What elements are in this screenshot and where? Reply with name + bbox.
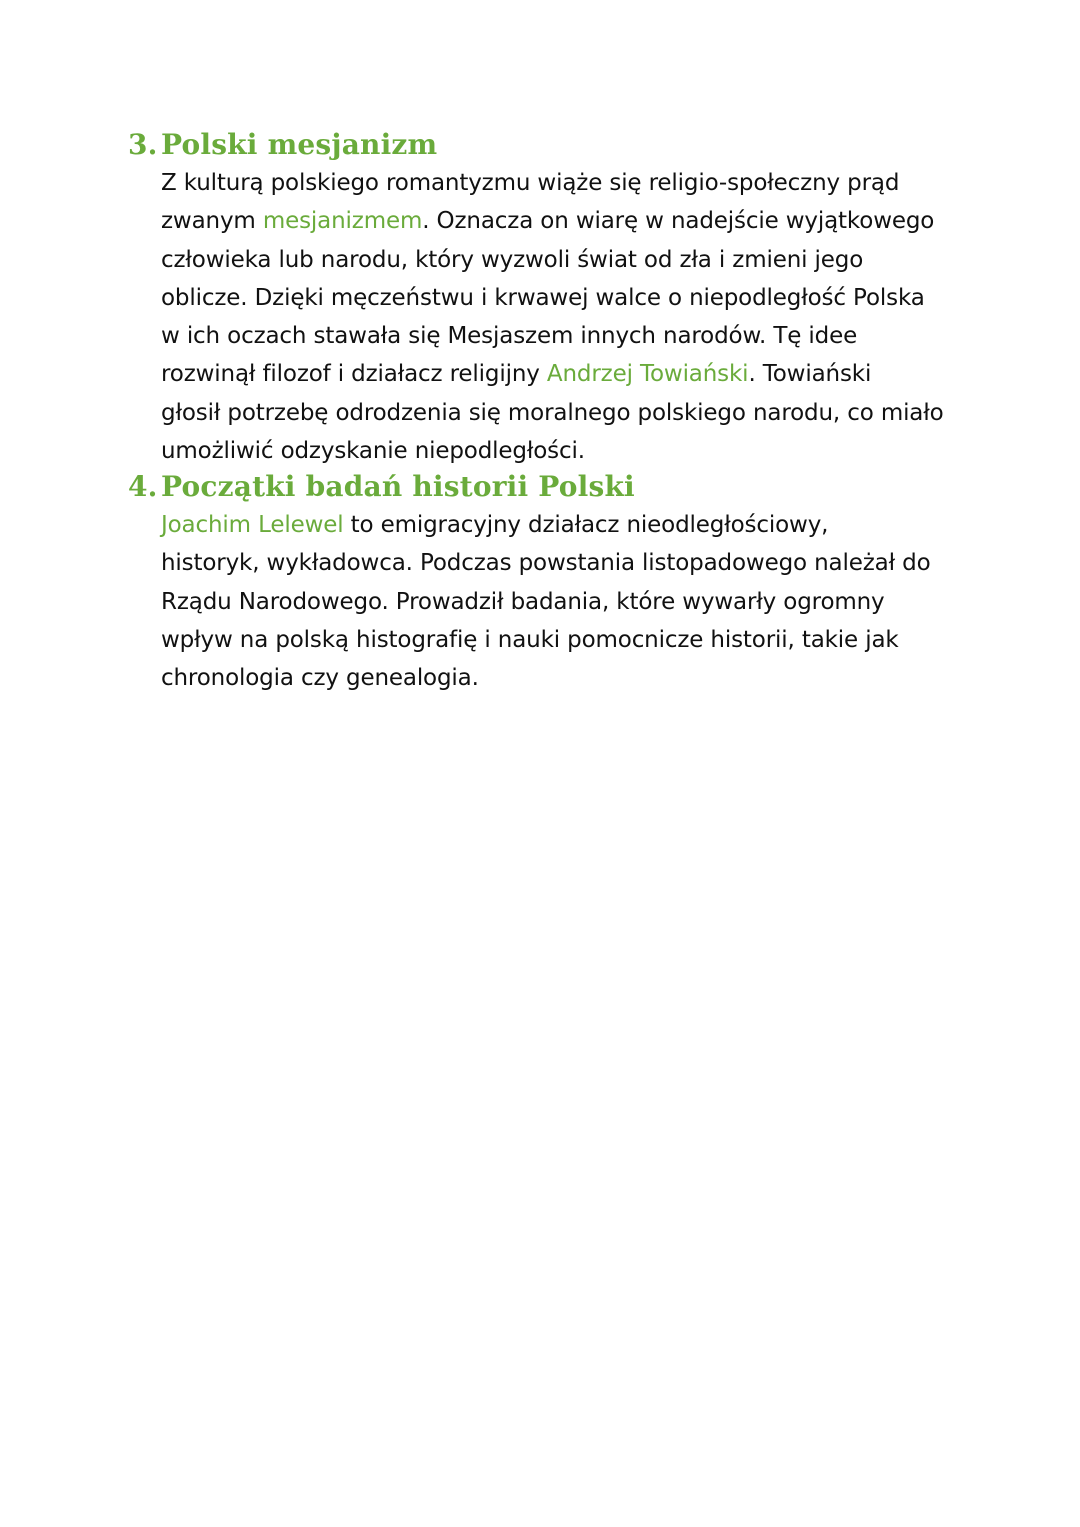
text-line [161,659,968,697]
highlighted-term: Joachim Lelewel [161,512,344,538]
text-run: zwanym [161,208,263,235]
section-heading [128,126,968,164]
text-line [161,394,968,432]
section-number: 4. [128,470,158,503]
text-run: głosił potrzebę odrodzenia się moralnego polskiego narodu, co miało [161,399,944,426]
text-line [161,583,968,621]
section-body [161,164,968,470]
text-run: historyk, wykładowca. Podczas powstania listopadowego należał do [161,550,931,577]
text-run: w ich oczach stawała się Mesjaszem innych narodów. Tę idee [161,323,858,350]
text-line [161,544,968,582]
text-line [161,241,968,279]
text-run: Rządu Narodowego. Prowadził badania, które wywarły ogromny [161,588,885,615]
text-run: to emigracyjny działacz nieodległościowy, [343,512,829,538]
section-body [161,506,968,697]
section-number: 3. [128,128,158,161]
text-line [161,506,968,544]
text-line [161,432,968,470]
text-run: rozwinął filozof i działacz religijny [161,361,547,388]
text-run: . Towiański [748,361,872,388]
section-title: Polski mesjanizm [161,128,438,161]
text-run: chronologia czy genealogia. [161,665,479,692]
text-line [161,621,968,659]
text-line [161,279,968,317]
text-run: Z kulturą polskiego romantyzmu wiąże się religio-społeczny prąd [161,170,900,196]
text-run: . Oznacza on wiarę w nadejście wyjątkowego [422,208,935,235]
text-run: człowieka lub narodu, który wyzwoli świat od zła i zmieni jego [161,246,864,273]
text-run: oblicze. Dzięki męczeństwu i krwawej walce o niepodległość Polska [161,284,925,311]
text-line [161,202,968,240]
text-run: wpływ na polską histografię i nauki pomocnicze historii, takie jak [161,626,899,653]
text-line [161,164,968,202]
section-heading [128,468,968,506]
highlighted-term: Andrzej Towiański [546,361,749,388]
highlighted-term: mesjanizmem [262,208,423,235]
section-polski-mesjanizm [128,126,968,470]
text-line [161,355,968,393]
section-poczatki-badan [128,468,968,697]
section-title: Początki badań historii Polski [161,470,635,503]
text-run: umożliwić odzyskanie niepodległości. [161,438,585,465]
text-line [161,317,968,355]
